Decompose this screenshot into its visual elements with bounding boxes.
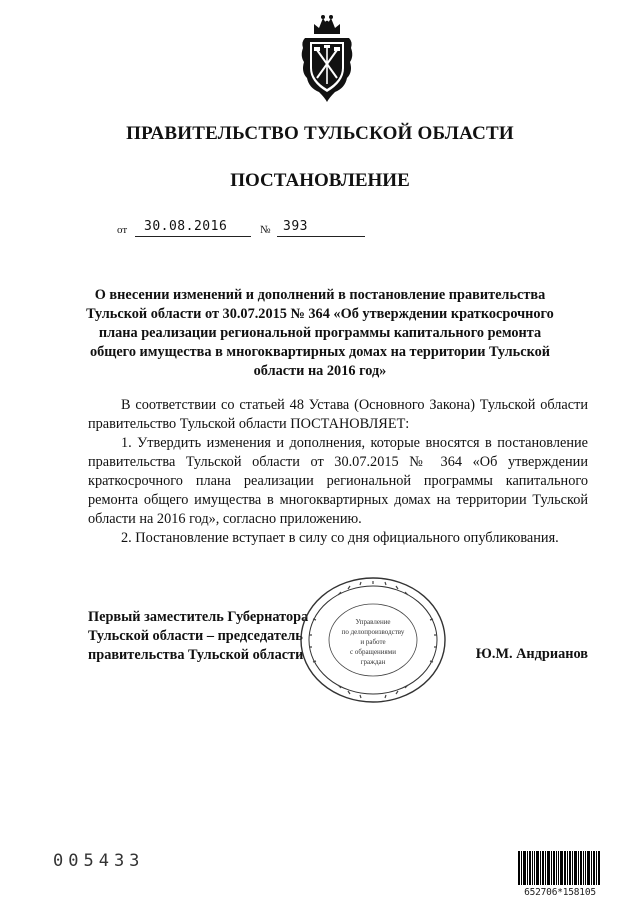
clause-1-paragraph: 1. Утвердить изменения и дополнения, которые вносятся в постановление правительства Тульской области от 30.07.2015 № 364 «Об утверждении краткосрочного плана реализации региональной программы капитального ремонта общего имущества в многоквартирных домах на территории Тульской области на 2016 год», согласно приложению. bbox=[88, 435, 588, 527]
signatory-title-line-3: правительства Тульской области bbox=[88, 647, 304, 663]
stamp-line-4: с обращениями bbox=[350, 648, 396, 656]
barcode-number: 652706*158105 bbox=[524, 887, 596, 898]
date-underline bbox=[135, 236, 251, 237]
number-label: № bbox=[260, 224, 271, 236]
document-type-title: ПОСТАНОВЛЕНИЕ bbox=[230, 170, 410, 191]
signatory-title-line-2: Тульской области – председатель bbox=[88, 628, 303, 644]
signatory-title-line-1: Первый заместитель Губернатора bbox=[88, 609, 309, 625]
stamp-line-1: Управление bbox=[355, 618, 391, 626]
official-stamp bbox=[298, 575, 448, 705]
registration-serial-number: 005433 bbox=[53, 851, 145, 871]
document-number: 393 bbox=[283, 219, 308, 234]
document-subject: О внесении изменений и дополнений в постановление правительства Тульской области от 30.07.2015 № 364 «Об утверждении краткосрочного плана реализации региональной программы капитального ремонта общего имущества в многоквартирных домах на территории Тульской области на 2016 год» bbox=[86, 287, 554, 379]
coat-of-arms-emblem bbox=[297, 12, 357, 104]
preamble-paragraph: В соответствии со статьей 48 Устава (Основного Закона) Тульской области правительство Тульской области ПОСТАНОВЛЯЕТ: bbox=[88, 397, 588, 432]
government-title: ПРАВИТЕЛЬСТВО ТУЛЬСКОЙ ОБЛАСТИ bbox=[126, 123, 514, 144]
number-underline bbox=[277, 236, 365, 237]
clause-2-paragraph: 2. Постановление вступает в силу со дня официального опубликования. bbox=[121, 530, 559, 546]
barcode-icon bbox=[518, 851, 600, 885]
document-date: 30.08.2016 bbox=[144, 219, 228, 234]
stamp-line-2: по делопроизводству bbox=[341, 628, 405, 636]
signatory-name: Ю.М. Андрианов bbox=[475, 646, 588, 662]
stamp-line-5: граждан bbox=[360, 658, 386, 666]
date-label: от bbox=[117, 224, 128, 236]
stamp-line-3: и работе bbox=[360, 638, 386, 646]
